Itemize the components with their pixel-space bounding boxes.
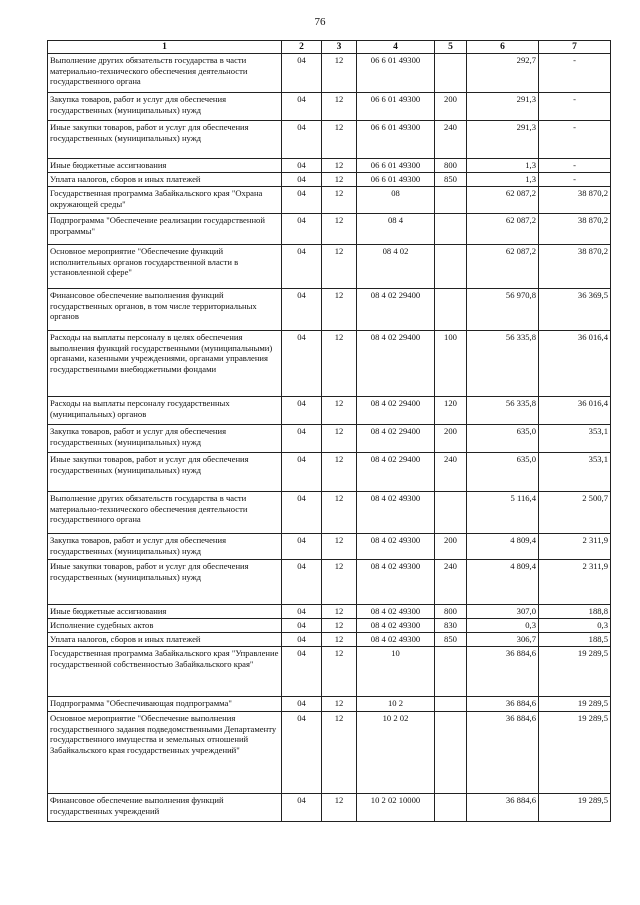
row-csr: 10 2 02 10000	[357, 794, 435, 822]
table-row	[48, 93, 611, 121]
row-sum-1: 1,3	[467, 173, 539, 187]
row-sum-2: 19 289,5	[539, 794, 611, 822]
column-header: 3	[322, 41, 357, 54]
row-vr	[435, 214, 467, 245]
table-row	[48, 159, 611, 173]
row-name: Закупка товаров, работ и услуг для обеспечения государственных (муниципальных) нужд	[48, 534, 282, 560]
row-vr	[435, 697, 467, 712]
row-csr: 08 4 02 29400	[357, 425, 435, 453]
row-sum-2: 38 870,2	[539, 187, 611, 214]
row-sum-1: 635,0	[467, 453, 539, 492]
row-name: Финансовое обеспечение выполнения функций государственных учреждений	[48, 794, 282, 822]
table-row	[48, 534, 611, 560]
row-rz: 04	[282, 794, 322, 822]
row-sum-1: 4 809,4	[467, 534, 539, 560]
row-sum-2: 38 870,2	[539, 245, 611, 289]
row-name: Расходы на выплаты персоналу в целях обеспечения выполнения функций государственными (муниципальными) органами, казенными учреждениями, органами управления государственными внебюджетными фондами	[48, 331, 282, 397]
row-csr: 08 4 02 49300	[357, 534, 435, 560]
row-csr: 06 6 01 49300	[357, 93, 435, 121]
row-sum-1: 635,0	[467, 425, 539, 453]
row-sum-2: 2 311,9	[539, 560, 611, 605]
row-vr: 200	[435, 93, 467, 121]
table-row	[48, 794, 611, 822]
row-rz: 04	[282, 331, 322, 397]
table-row	[48, 633, 611, 647]
row-rz: 04	[282, 560, 322, 605]
budget-table	[47, 40, 611, 822]
row-vr: 200	[435, 534, 467, 560]
row-pr: 12	[322, 560, 357, 605]
row-pr: 12	[322, 121, 357, 159]
table-row	[48, 331, 611, 397]
row-vr	[435, 187, 467, 214]
row-pr: 12	[322, 647, 357, 697]
row-rz: 04	[282, 619, 322, 633]
table-row	[48, 453, 611, 492]
row-sum-1: 0,3	[467, 619, 539, 633]
table-row	[48, 697, 611, 712]
row-pr: 12	[322, 289, 357, 331]
row-csr: 08 4 02	[357, 245, 435, 289]
row-vr	[435, 54, 467, 93]
row-pr: 12	[322, 605, 357, 619]
table-row	[48, 647, 611, 697]
row-pr: 12	[322, 331, 357, 397]
row-sum-2: 0,3	[539, 619, 611, 633]
table-row	[48, 54, 611, 93]
row-sum-2: 188,5	[539, 633, 611, 647]
row-sum-1: 56 970,8	[467, 289, 539, 331]
row-rz: 04	[282, 187, 322, 214]
row-vr	[435, 712, 467, 794]
table-row	[48, 492, 611, 534]
row-name: Иные закупки товаров, работ и услуг для обеспечения государственных (муниципальных) нужд	[48, 121, 282, 159]
row-vr: 240	[435, 453, 467, 492]
table-row	[48, 619, 611, 633]
row-rz: 04	[282, 397, 322, 425]
column-header: 7	[539, 41, 611, 54]
column-header: 4	[357, 41, 435, 54]
row-pr: 12	[322, 794, 357, 822]
row-sum-1: 1,3	[467, 159, 539, 173]
row-rz: 04	[282, 697, 322, 712]
row-pr: 12	[322, 214, 357, 245]
row-name: Подпрограмма "Обеспечение реализации государственной программы"	[48, 214, 282, 245]
row-pr: 12	[322, 425, 357, 453]
row-rz: 04	[282, 173, 322, 187]
row-name: Уплата налогов, сборов и иных платежей	[48, 173, 282, 187]
row-csr: 10 2 02	[357, 712, 435, 794]
table-row	[48, 173, 611, 187]
row-rz: 04	[282, 93, 322, 121]
row-name: Иные закупки товаров, работ и услуг для обеспечения государственных (муниципальных) нужд	[48, 453, 282, 492]
row-sum-2: 19 289,5	[539, 647, 611, 697]
row-pr: 12	[322, 534, 357, 560]
row-name: Закупка товаров, работ и услуг для обеспечения государственных (муниципальных) нужд	[48, 425, 282, 453]
row-rz: 04	[282, 289, 322, 331]
row-sum-1: 62 087,2	[467, 187, 539, 214]
row-csr: 08 4 02 29400	[357, 289, 435, 331]
table-row	[48, 425, 611, 453]
row-pr: 12	[322, 633, 357, 647]
row-csr: 10	[357, 647, 435, 697]
row-name: Выполнение других обязательств государства в части материально-технического обеспечения деятельности государственного органа	[48, 492, 282, 534]
row-vr	[435, 492, 467, 534]
row-pr: 12	[322, 397, 357, 425]
row-name: Основное мероприятие "Обеспечение выполнения государственного задания подведомственными Департаменту государственного имущества и земельных отношений Забайкальского края государственных учреждений"	[48, 712, 282, 794]
row-csr: 08 4 02 49300	[357, 560, 435, 605]
row-pr: 12	[322, 492, 357, 534]
row-vr	[435, 647, 467, 697]
row-sum-2: -	[539, 93, 611, 121]
row-rz: 04	[282, 214, 322, 245]
row-sum-1: 56 335,8	[467, 331, 539, 397]
table-row	[48, 121, 611, 159]
row-rz: 04	[282, 121, 322, 159]
row-sum-1: 307,0	[467, 605, 539, 619]
row-rz: 04	[282, 712, 322, 794]
row-csr: 06 6 01 49300	[357, 121, 435, 159]
row-csr: 08	[357, 187, 435, 214]
row-rz: 04	[282, 647, 322, 697]
row-sum-1: 291,3	[467, 93, 539, 121]
row-name: Выполнение других обязательств государства в части материально-технического обеспечения деятельности государственного органа	[48, 54, 282, 93]
table-row	[48, 712, 611, 794]
row-pr: 12	[322, 697, 357, 712]
row-csr: 06 6 01 49300	[357, 173, 435, 187]
column-header: 6	[467, 41, 539, 54]
row-csr: 08 4 02 29400	[357, 397, 435, 425]
row-sum-2: 2 500,7	[539, 492, 611, 534]
table-row	[48, 605, 611, 619]
row-vr	[435, 289, 467, 331]
row-sum-2: 2 311,9	[539, 534, 611, 560]
table-row	[48, 560, 611, 605]
row-pr: 12	[322, 173, 357, 187]
page-number: 76	[314, 16, 326, 28]
row-pr: 12	[322, 54, 357, 93]
row-name: Государственная программа Забайкальского края "Охрана окружающей среды"	[48, 187, 282, 214]
row-sum-1: 291,3	[467, 121, 539, 159]
row-vr: 120	[435, 397, 467, 425]
table-row	[48, 214, 611, 245]
row-sum-2: 353,1	[539, 425, 611, 453]
row-vr	[435, 245, 467, 289]
row-rz: 04	[282, 453, 322, 492]
column-header: 1	[48, 41, 282, 54]
row-rz: 04	[282, 245, 322, 289]
row-sum-1: 36 884,6	[467, 697, 539, 712]
row-csr: 08 4 02 29400	[357, 331, 435, 397]
row-sum-2: -	[539, 173, 611, 187]
table-row	[48, 397, 611, 425]
row-sum-2: -	[539, 159, 611, 173]
row-csr: 08 4 02 49300	[357, 619, 435, 633]
row-name: Иные закупки товаров, работ и услуг для обеспечения государственных (муниципальных) нужд	[48, 560, 282, 605]
row-vr	[435, 794, 467, 822]
row-vr: 240	[435, 560, 467, 605]
row-pr: 12	[322, 159, 357, 173]
row-pr: 12	[322, 245, 357, 289]
row-name: Исполнение судебных актов	[48, 619, 282, 633]
row-vr: 800	[435, 605, 467, 619]
row-csr: 06 6 01 49300	[357, 159, 435, 173]
row-sum-1: 36 884,6	[467, 647, 539, 697]
table-row	[48, 187, 611, 214]
row-vr: 830	[435, 619, 467, 633]
row-name: Государственная программа Забайкальского края "Управление государственной собственностью Забайкальского края"	[48, 647, 282, 697]
row-csr: 10 2	[357, 697, 435, 712]
row-vr: 800	[435, 159, 467, 173]
row-csr: 08 4 02 49300	[357, 492, 435, 534]
row-name: Финансовое обеспечение выполнения функций государственных органов, в том числе территориальных органов	[48, 289, 282, 331]
row-csr: 08 4 02 49300	[357, 605, 435, 619]
row-sum-1: 4 809,4	[467, 560, 539, 605]
row-rz: 04	[282, 492, 322, 534]
row-pr: 12	[322, 619, 357, 633]
row-name: Расходы на выплаты персоналу государственных (муниципальных) органов	[48, 397, 282, 425]
row-pr: 12	[322, 712, 357, 794]
row-csr: 08 4	[357, 214, 435, 245]
row-rz: 04	[282, 54, 322, 93]
row-sum-2: 19 289,5	[539, 712, 611, 794]
row-rz: 04	[282, 534, 322, 560]
column-header: 2	[282, 41, 322, 54]
row-name: Основное мероприятие "Обеспечение функций исполнительных органов государственной власти в установленной сфере"	[48, 245, 282, 289]
row-pr: 12	[322, 93, 357, 121]
row-sum-1: 56 335,8	[467, 397, 539, 425]
row-vr: 850	[435, 633, 467, 647]
row-sum-2: 188,8	[539, 605, 611, 619]
row-sum-2: 36 016,4	[539, 397, 611, 425]
row-csr: 08 4 02 49300	[357, 633, 435, 647]
row-vr: 200	[435, 425, 467, 453]
row-sum-2: -	[539, 121, 611, 159]
row-rz: 04	[282, 605, 322, 619]
column-header: 5	[435, 41, 467, 54]
row-vr: 100	[435, 331, 467, 397]
row-pr: 12	[322, 453, 357, 492]
row-sum-2: 353,1	[539, 453, 611, 492]
row-name: Иные бюджетные ассигнования	[48, 159, 282, 173]
row-sum-2: 36 016,4	[539, 331, 611, 397]
row-name: Закупка товаров, работ и услуг для обеспечения государственных (муниципальных) нужд	[48, 93, 282, 121]
row-sum-1: 306,7	[467, 633, 539, 647]
row-rz: 04	[282, 633, 322, 647]
row-sum-1: 292,7	[467, 54, 539, 93]
row-name: Подпрограмма "Обеспечивающая подпрограмма"	[48, 697, 282, 712]
row-vr: 240	[435, 121, 467, 159]
row-sum-2: 38 870,2	[539, 214, 611, 245]
row-csr: 08 4 02 29400	[357, 453, 435, 492]
row-sum-2: -	[539, 54, 611, 93]
row-sum-1: 36 884,6	[467, 712, 539, 794]
header-row	[48, 41, 611, 54]
row-vr: 850	[435, 173, 467, 187]
row-name: Уплата налогов, сборов и иных платежей	[48, 633, 282, 647]
row-name: Иные бюджетные ассигнования	[48, 605, 282, 619]
row-sum-1: 62 087,2	[467, 214, 539, 245]
row-sum-1: 62 087,2	[467, 245, 539, 289]
row-sum-1: 5 116,4	[467, 492, 539, 534]
row-rz: 04	[282, 425, 322, 453]
row-sum-2: 36 369,5	[539, 289, 611, 331]
table-row	[48, 245, 611, 289]
row-rz: 04	[282, 159, 322, 173]
row-pr: 12	[322, 187, 357, 214]
table-row	[48, 289, 611, 331]
row-csr: 06 6 01 49300	[357, 54, 435, 93]
row-sum-2: 19 289,5	[539, 697, 611, 712]
row-sum-1: 36 884,6	[467, 794, 539, 822]
